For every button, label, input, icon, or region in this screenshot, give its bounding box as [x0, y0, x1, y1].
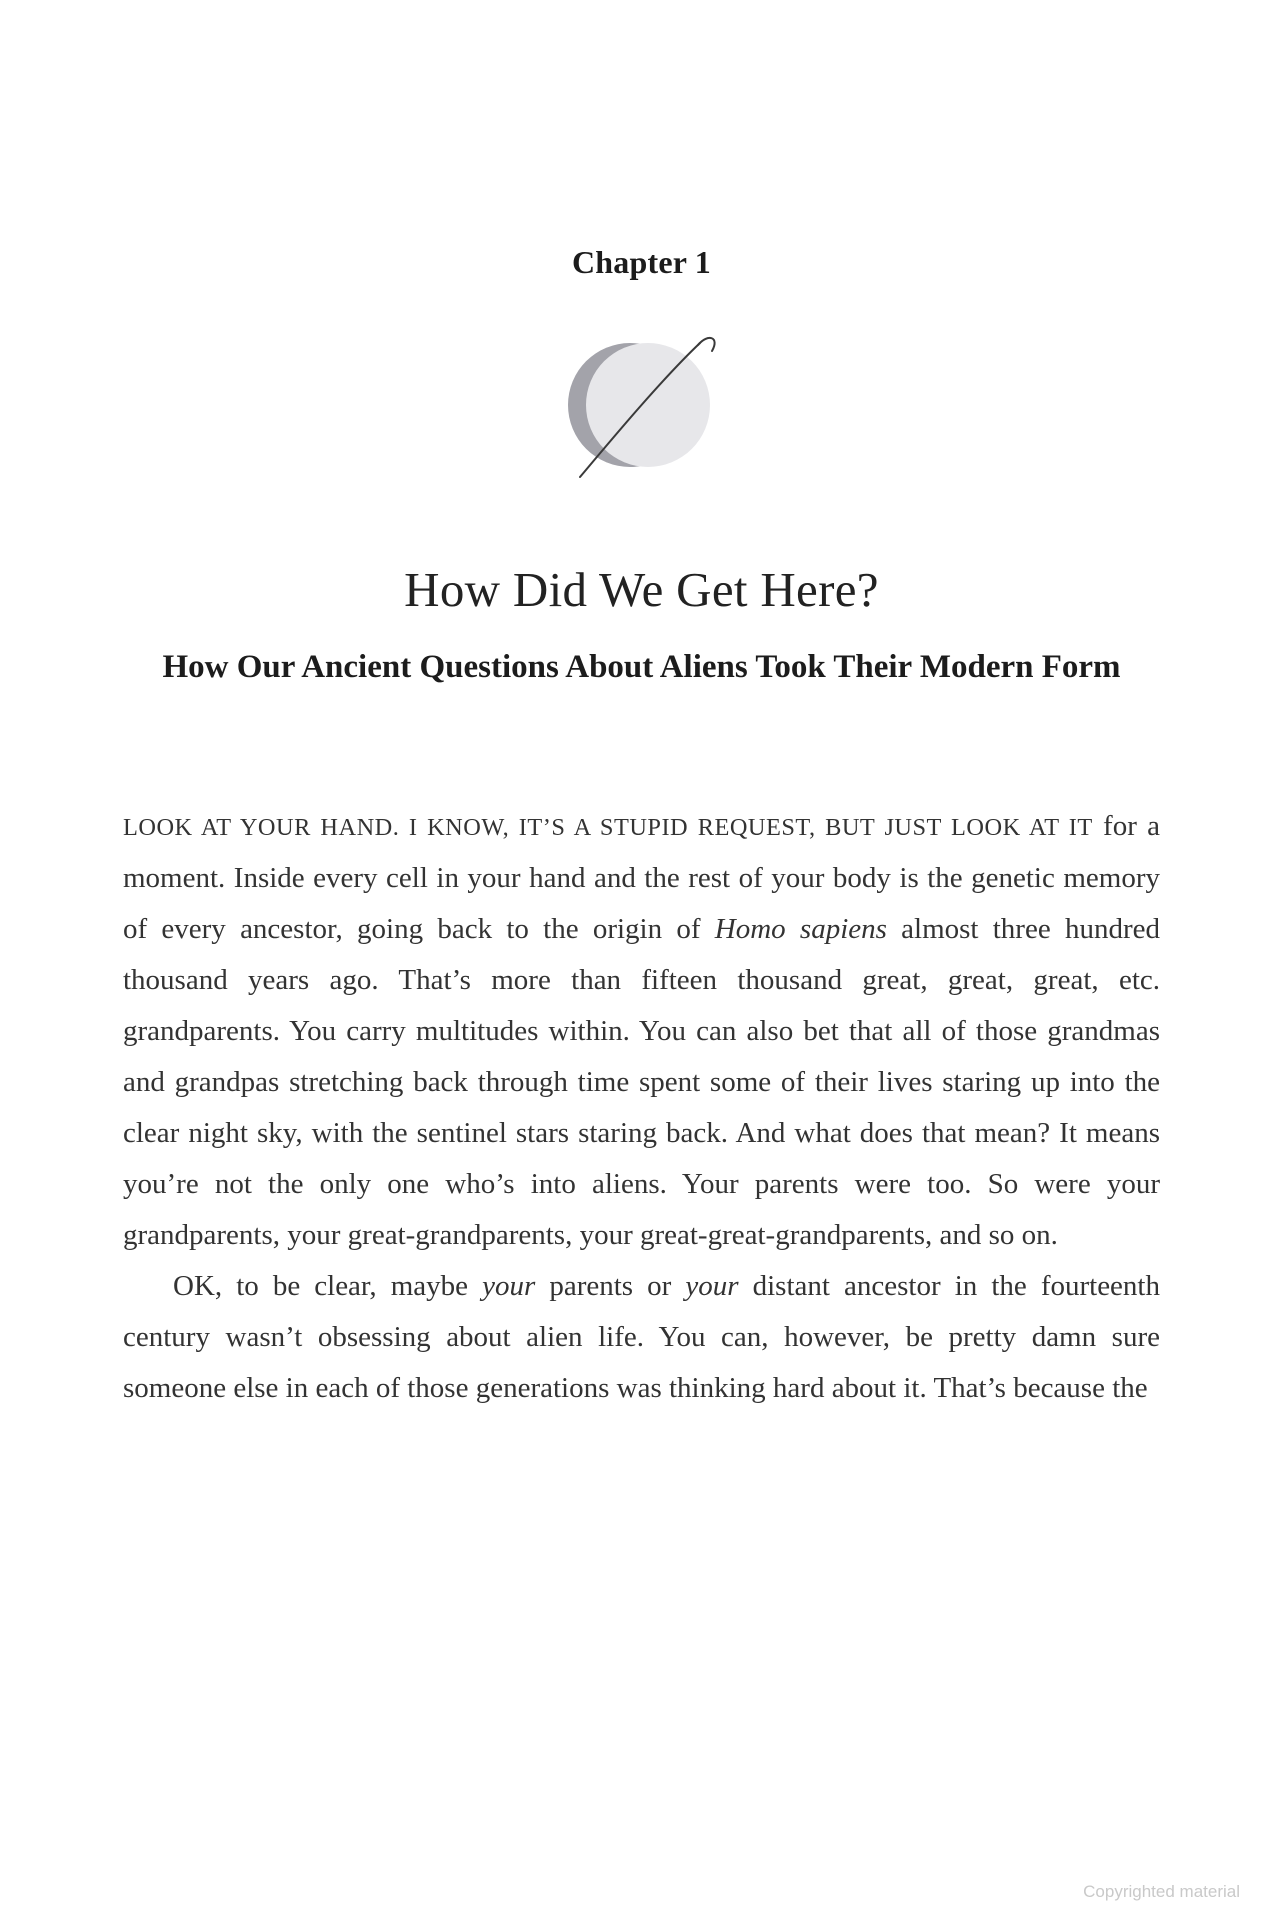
content-column — [123, 0, 1160, 1414]
text-segment-lead-caps: LOOK AT YOUR HAND. I KNOW, IT’S A STUPID REQUEST, BUT JUST LOOK AT IT — [123, 813, 1093, 841]
chapter-label: Chapter 1 — [572, 244, 711, 280]
copyright-notice: Copyrighted material — [1083, 1882, 1240, 1901]
paragraph — [123, 801, 1160, 1261]
text-segment-normal: for a moment. Inside every cell in your hand and the rest of your body is the genetic memory of every ancestor, going back to the origin of — [123, 809, 1161, 945]
page-title: How Did We Get Here? — [404, 562, 879, 617]
text-segment-normal: OK, to be clear, maybe — [173, 1269, 483, 1302]
text-segment-italic: your — [685, 1269, 739, 1302]
crescent-moon-icon — [512, 321, 772, 491]
text-segment-italic: Homo sapiens — [714, 912, 887, 945]
chapter-ornament — [123, 321, 1160, 491]
paragraph — [123, 1261, 1160, 1414]
body-text — [123, 801, 1160, 1414]
text-segment-normal: distant ancestor in the fourteenth century wasn’t obsessing about alien life. You can, however, be pretty damn sure someone else in each of those generations was thinking hard about it. That’s because the — [123, 1269, 1160, 1404]
orbit-line-hook — [698, 338, 715, 351]
text-segment-normal: almost three hundred thousand years ago. That’s more than fifteen thousand great, great, great, etc. grandparents. You carry multitudes within. You can also bet that all of those grandmas and grandpas stretching back through time spent some of their lives staring up into the clear night sky, with the sentinel stars staring back. And what does that mean? It means you’re not the only one who’s into aliens. Your parents were too. So were your grandparents, your great-grandparents, your great-great-grandparents, and so on. — [123, 912, 1160, 1251]
text-segment-normal: parents or — [535, 1269, 686, 1302]
text-segment-italic: your — [482, 1269, 536, 1302]
page-subtitle: How Our Ancient Questions About Aliens Took Their Modern Form — [162, 649, 1121, 685]
